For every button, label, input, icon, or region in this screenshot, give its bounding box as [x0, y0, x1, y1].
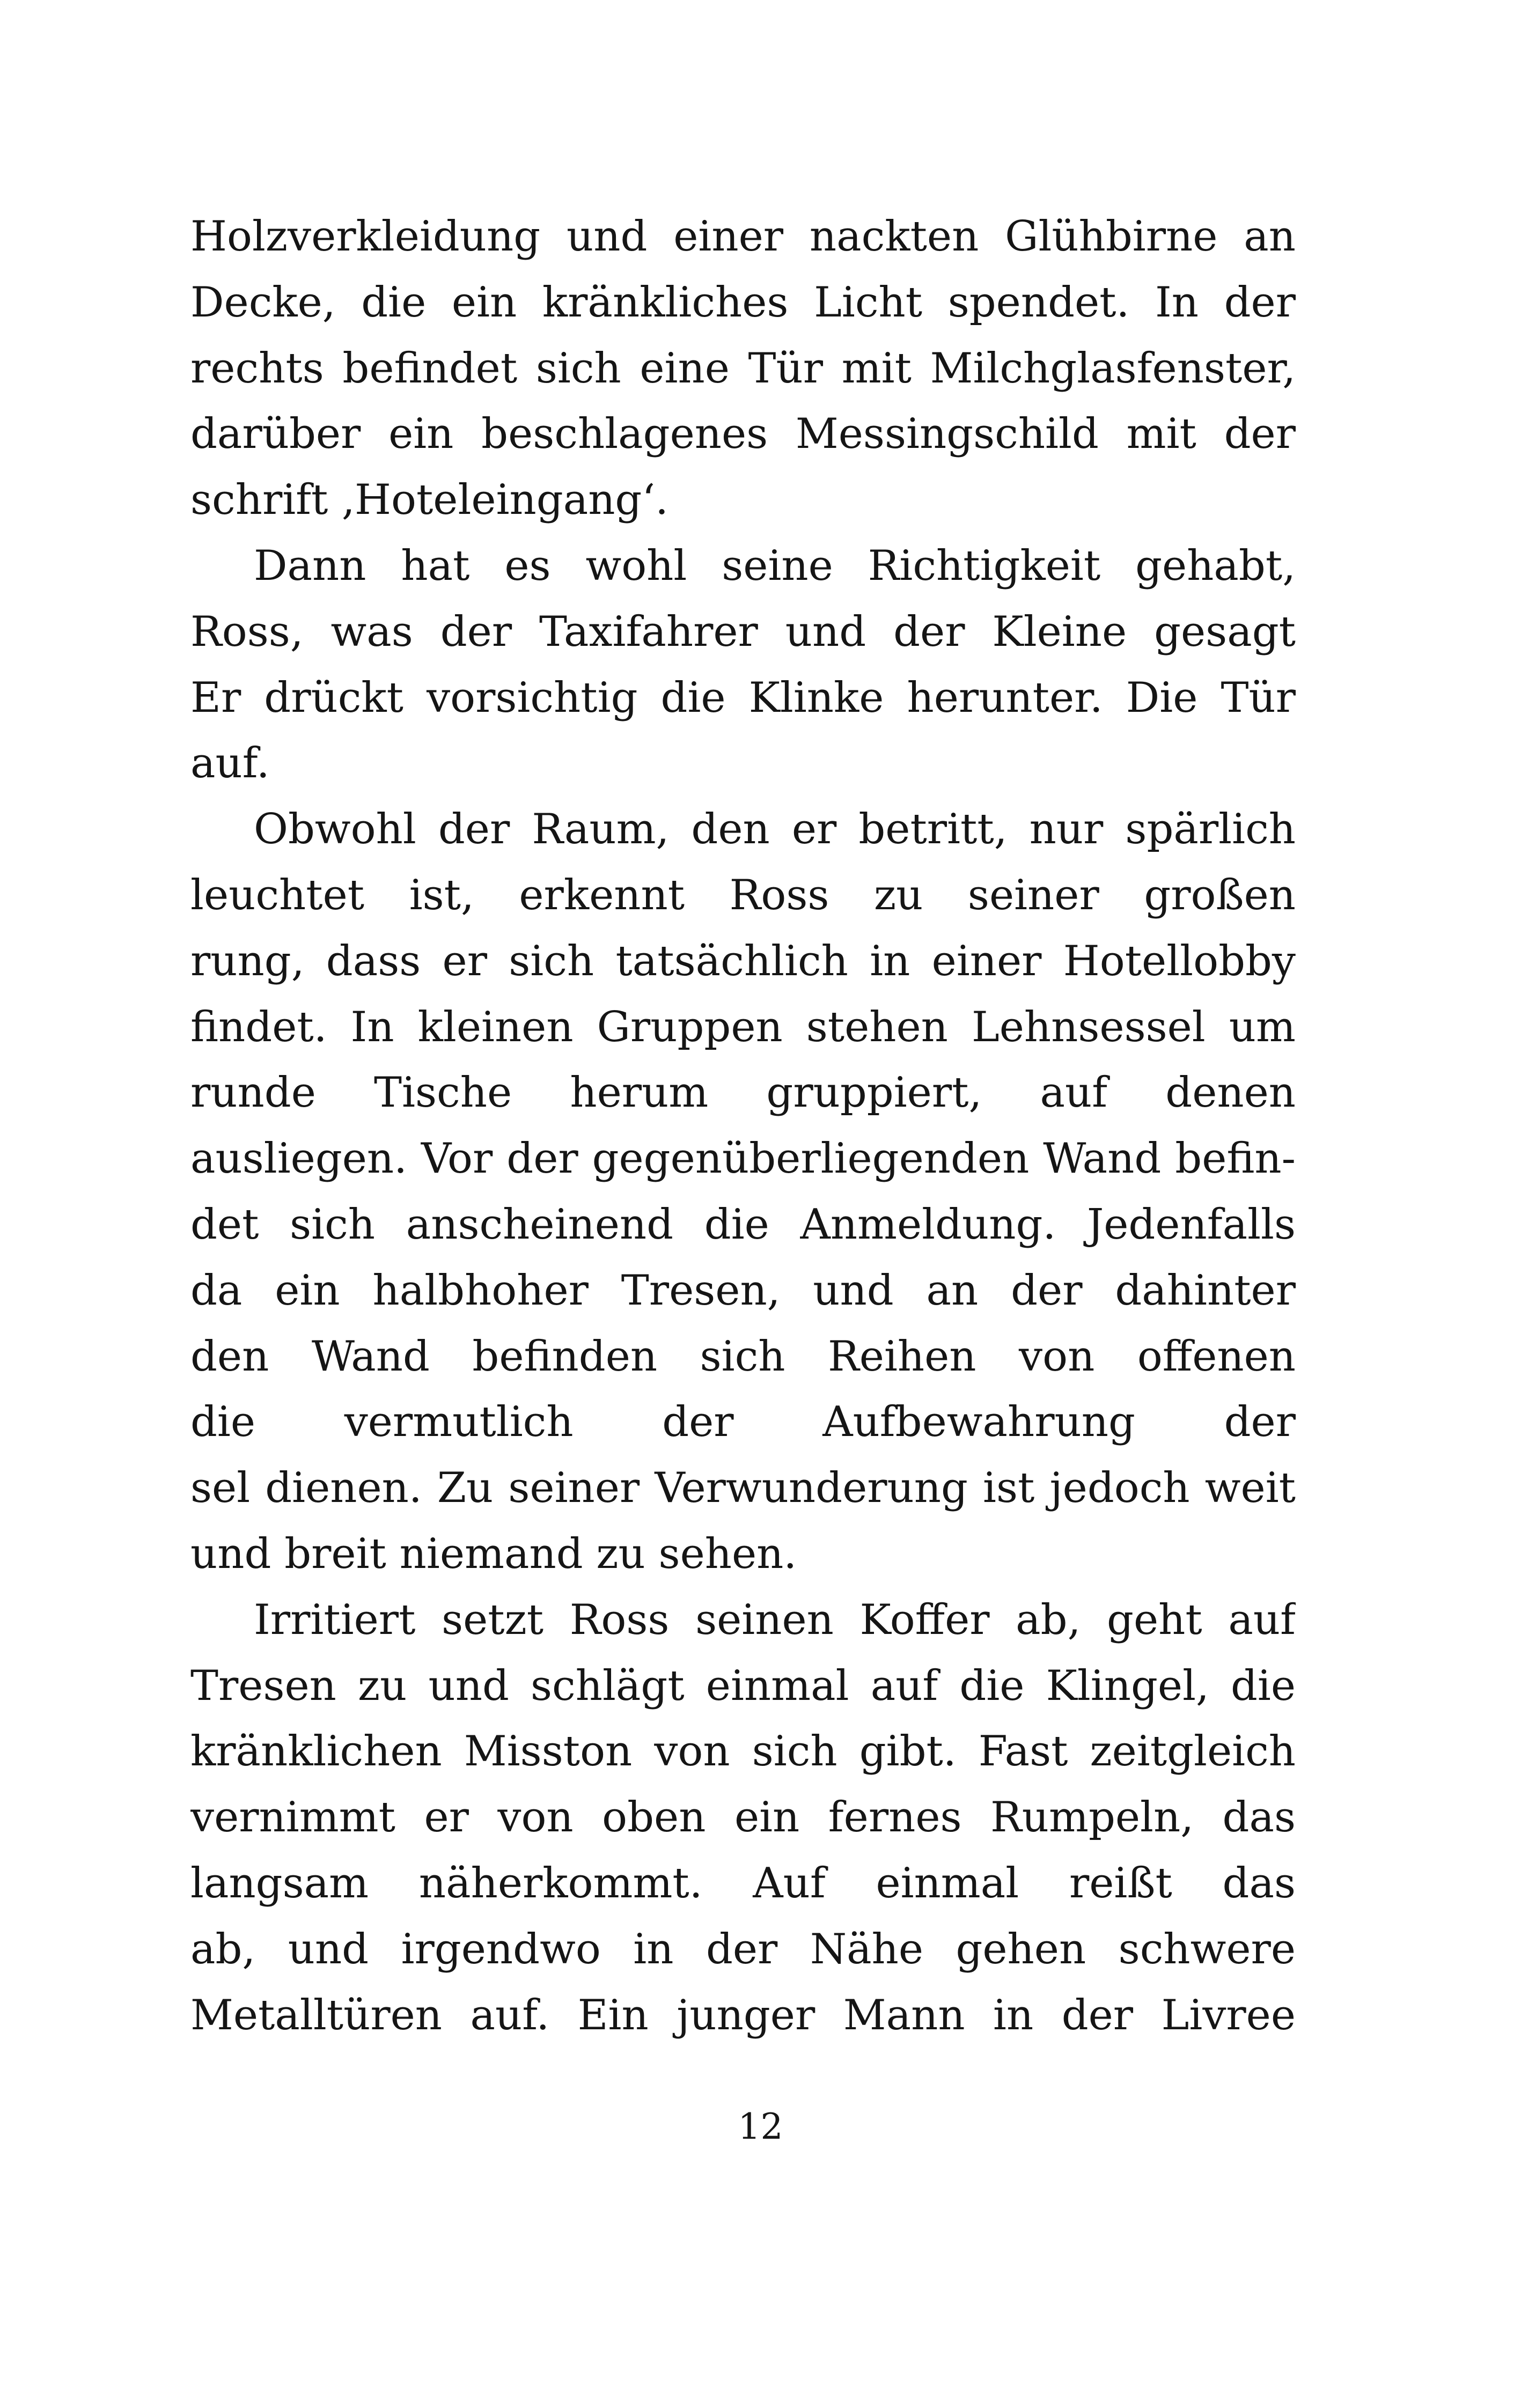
text-line: findet. In kleinen Gruppen stehen Lehnsessel um	[190, 1003, 1296, 1051]
text-line: sel dienen. Zu seiner Verwunderung ist jedoch weit	[190, 1464, 1296, 1513]
text-line: Tresen zu und schlägt einmal auf die Klingel, die	[190, 1661, 1296, 1710]
text-line: det sich anscheinend die Anmeldung. Jedenfalls	[190, 1200, 1296, 1249]
text-line: die vermutlich der Aufbewahrung der	[190, 1398, 1296, 1447]
text-line: Obwohl der Raum, den er betritt, nur spärlich	[254, 805, 1296, 854]
body-text	[190, 204, 1296, 2048]
text-line: vernimmt er von oben ein fernes Rumpeln, das	[190, 1793, 1296, 1842]
text-line: langsam näherkommt. Auf einmal reißt das	[190, 1859, 1296, 1908]
text-line: da ein halbhoher Tresen, und an der dahinter	[190, 1266, 1296, 1315]
text-line: kränklichen Misston von sich gibt. Fast zeitgleich	[190, 1727, 1296, 1776]
text-line: Irritiert setzt Ross seinen Koffer ab, geht auf	[254, 1595, 1296, 1644]
text-line: ausliegen. Vor der gegenüberliegenden Wand befin-	[190, 1135, 1296, 1183]
text-line: Dann hat es wohl seine Richtigkeit gehabt,	[254, 541, 1296, 590]
text-line: Er drückt vorsichtig die Klinke herunter. Die Tür	[190, 673, 1296, 722]
text-line: Holzverkleidung und einer nackten Glühbirne an	[190, 212, 1296, 261]
text-line: Metalltüren auf. Ein junger Mann in der Livree	[190, 1991, 1296, 2039]
text-line: leuchtet ist, erkennt Ross zu seiner großen	[190, 871, 1296, 919]
text-line: Ross, was der Taxifahrer und der Kleine gesagt	[190, 607, 1296, 656]
text-line: runde Tische herum gruppiert, auf denen	[190, 1069, 1296, 1117]
page-number: 12	[738, 2106, 783, 2147]
text-line: ab, und irgendwo in der Nähe gehen schwere	[190, 1925, 1296, 1973]
text-line: rechts befindet sich eine Tür mit Milchglasfenster,	[190, 344, 1296, 393]
text-line: und breit niemand zu sehen.	[190, 1529, 797, 1578]
text-line: den Wand befinden sich Reihen von offenen	[190, 1332, 1296, 1381]
text-line: rung, dass er sich tatsächlich in einer Hotellobby	[190, 937, 1296, 985]
text-line: auf.	[190, 739, 270, 788]
text-line: schrift ‚Hoteleingang‘.	[190, 476, 668, 525]
text-line: Decke, die ein kränkliches Licht spendet. In der	[190, 278, 1296, 327]
text-line: darüber ein beschlagenes Messingschild mit der	[190, 410, 1296, 459]
